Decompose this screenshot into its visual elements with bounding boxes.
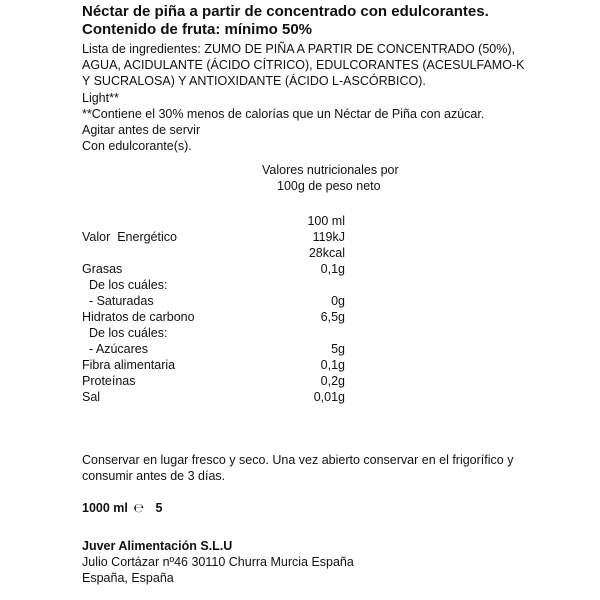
nutrient-value: 6,5g (320, 310, 345, 324)
nutrient-value: 0,01g (313, 390, 345, 404)
nutrient-label: Proteínas (82, 374, 136, 388)
shake-instruction: Agitar antes de servir (82, 123, 201, 137)
light-claim: Light** (82, 91, 119, 105)
nutrient-label: Fibra alimentaria (82, 358, 176, 372)
company-name: Juver Alimentación S.L.U (82, 539, 233, 553)
fruit-content: Contenido de fruta: mínimo 50% (82, 21, 313, 38)
nutrient-value: 119kJ (312, 230, 345, 244)
nutrient-value: 28kcal (308, 246, 345, 260)
storage-line: consumir antes de 3 días. (82, 469, 226, 483)
nutrient-value: 0,1g (320, 358, 345, 372)
volume-code: 5 (155, 501, 163, 515)
nutrient-label: De los cuáles: (82, 278, 168, 292)
nutrient-label: De los cuáles: (82, 326, 168, 340)
column-header: 100 ml (307, 214, 345, 228)
nutrient-label: Sal (82, 390, 101, 404)
ingredients-line: AGUA, ACIDULANTE (ÁCIDO CÍTRICO), EDULCORANTES (ACESULFAMO-K (82, 58, 525, 72)
nutrient-label: Valor Energético (82, 230, 177, 244)
ingredients-line: Y SUCRALOSA) Y ANTIOXIDANTE (ÁCIDO L-ASCÓRBICO). (82, 74, 426, 88)
sweetener-notice: Con edulcorante(s). (82, 139, 192, 153)
nutrient-label: - Azúcares (82, 342, 148, 356)
nutrient-label: Grasas (82, 262, 123, 276)
nutrition-heading: 100g de peso neto (277, 179, 381, 193)
nutrient-value: 0,2g (320, 374, 345, 388)
nutrient-label: - Saturadas (82, 294, 154, 308)
light-footnote: **Contiene el 30% menos de calorías que un Néctar de Piña con azúcar. (82, 107, 485, 121)
company-country: España, España (82, 571, 174, 585)
nutrient-value: 0g (331, 294, 345, 308)
nutrient-value: 0,1g (320, 262, 345, 276)
estimated-sign-icon: ℮ (133, 500, 145, 515)
net-volume (82, 500, 162, 516)
storage-line: Conservar en lugar fresco y seco. Una vez abierto conservar en el frigorífico y (82, 453, 514, 467)
nutrient-value: 5g (331, 342, 345, 356)
volume-amount: 1000 ml (82, 501, 128, 515)
ingredients-line: Lista de ingredientes: ZUMO DE PIÑA A PARTIR DE CONCENTRADO (50%), (82, 42, 516, 56)
nutrition-heading: Valores nutricionales por (262, 163, 399, 177)
product-title: Néctar de piña a partir de concentrado con edulcorantes. (82, 3, 489, 20)
company-address: Julio Cortázar nº46 30110 Churra Murcia España (82, 555, 354, 569)
nutrient-label: Hidratos de carbono (82, 310, 195, 324)
